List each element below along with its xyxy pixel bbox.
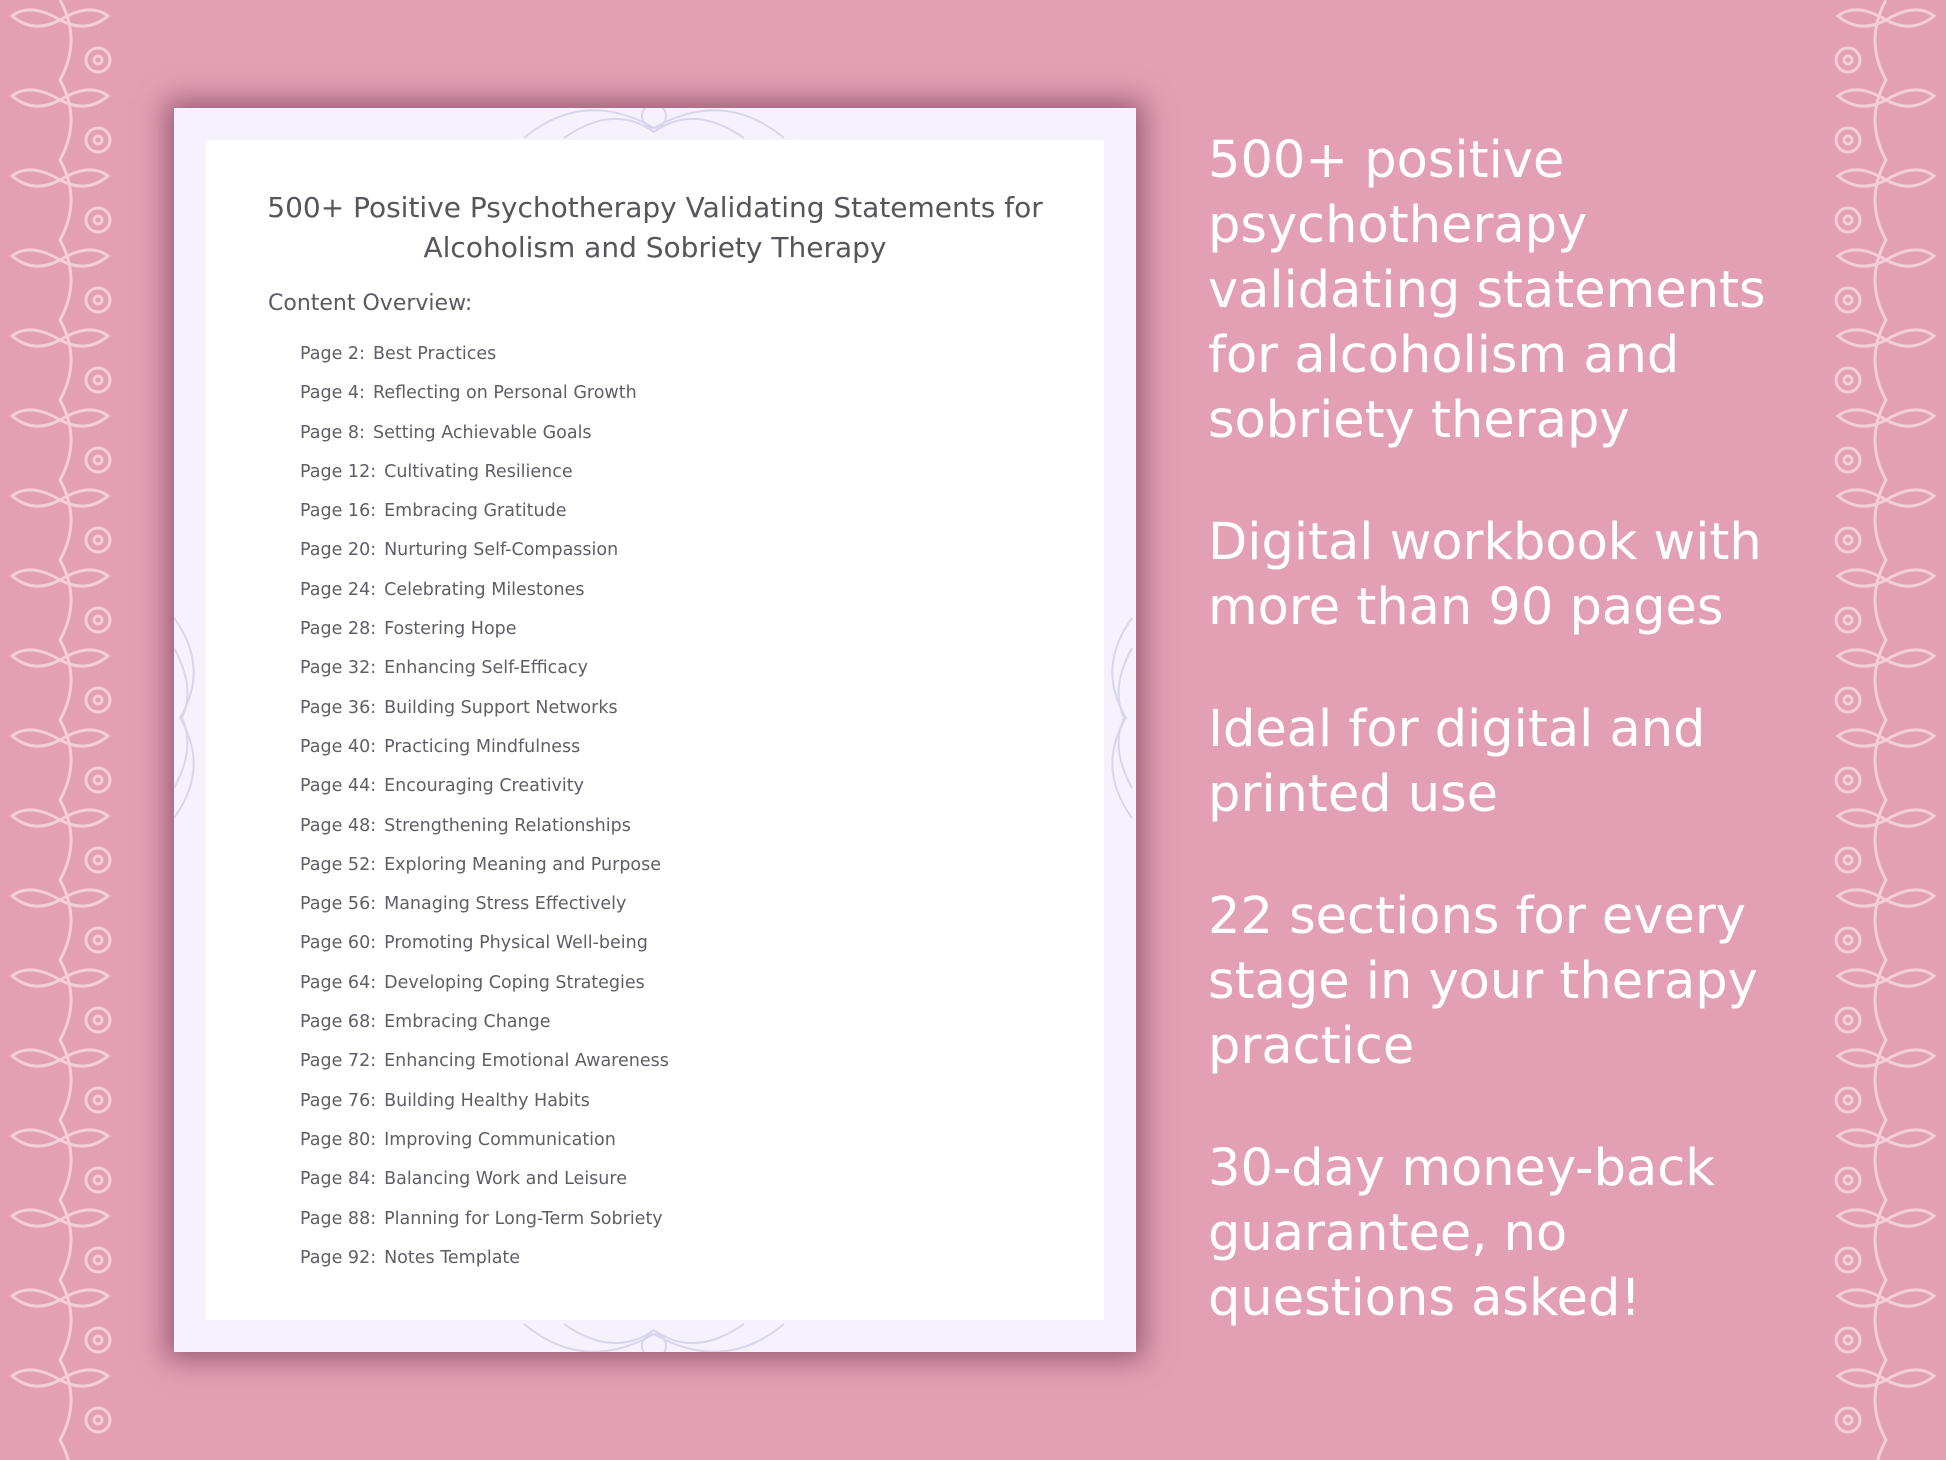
toc-page-number: Page 84: — [300, 1169, 377, 1190]
toc-item — [300, 851, 669, 890]
toc-item — [300, 615, 669, 654]
toc-section-title: Planning for Long-Term Sobriety — [384, 1208, 663, 1229]
toc-item — [300, 1008, 669, 1047]
toc-item — [300, 497, 669, 536]
mandala-top-icon — [504, 108, 804, 142]
selling-point — [1208, 697, 1908, 827]
toc-section-title: Managing Stress Effectively — [384, 894, 627, 915]
toc-section-title: Enhancing Emotional Awareness — [384, 1051, 669, 1072]
toc-page-number: Page 16: — [300, 501, 377, 522]
toc-item — [300, 1205, 669, 1244]
toc-section-title: Cultivating Resilience — [384, 461, 573, 482]
toc-page-number: Page 28: — [300, 619, 377, 640]
toc-item — [300, 694, 669, 733]
selling-point — [1208, 1136, 1908, 1331]
selling-point-line: guarantee, no — [1208, 1204, 1568, 1263]
selling-point-line: practice — [1208, 1017, 1415, 1076]
toc-section-title: Embracing Gratitude — [384, 501, 567, 522]
toc-item — [300, 536, 669, 575]
selling-point-line: stage in your therapy — [1208, 952, 1758, 1011]
toc-section-title: Building Healthy Habits — [384, 1090, 590, 1111]
toc-page-number: Page 92: — [300, 1247, 377, 1268]
toc-item — [300, 929, 669, 968]
toc-page-number: Page 76: — [300, 1090, 377, 1111]
selling-point — [1208, 128, 1908, 453]
toc-page-number: Page 20: — [300, 540, 377, 561]
selling-point-line: Ideal for digital and — [1208, 700, 1706, 759]
toc-section-title: Reflecting on Personal Growth — [372, 383, 637, 404]
toc-item — [300, 772, 669, 811]
toc-page-number: Page 56: — [300, 894, 377, 915]
toc-section-title: Encouraging Creativity — [384, 776, 584, 797]
toc-page-number: Page 60: — [300, 933, 377, 954]
toc-page-number: Page 12: — [300, 461, 377, 482]
mandala-bottom-icon — [504, 1320, 804, 1352]
document-title — [246, 188, 1064, 268]
toc-item — [300, 1244, 669, 1283]
selling-point-line: for alcoholism and — [1208, 326, 1680, 385]
toc-page-number: Page 44: — [300, 776, 377, 797]
document-preview — [174, 108, 1136, 1352]
toc-item — [300, 576, 669, 615]
toc-section-title: Celebrating Milestones — [384, 579, 585, 600]
toc-item — [300, 458, 669, 497]
content-overview-heading: Content Overview: — [268, 291, 473, 316]
mandala-left-icon — [174, 608, 206, 828]
selling-point-line: more than 90 pages — [1208, 578, 1724, 637]
selling-point-line: printed use — [1208, 765, 1499, 824]
toc-section-title: Balancing Work and Leisure — [384, 1169, 627, 1190]
selling-point-line: 22 sections for every — [1208, 887, 1746, 946]
toc-page-number: Page 4: — [300, 383, 365, 404]
toc-item — [300, 890, 669, 929]
toc-page-number: Page 64: — [300, 972, 377, 993]
toc-section-title: Improving Communication — [384, 1129, 616, 1150]
toc-item — [300, 812, 669, 851]
toc-section-title: Fostering Hope — [384, 619, 517, 640]
toc-section-title: Developing Coping Strategies — [384, 972, 645, 993]
toc-item — [300, 379, 669, 418]
selling-point-line: Digital workbook with — [1208, 513, 1762, 572]
toc-section-title: Best Practices — [372, 344, 497, 364]
toc-page-number: Page 2: — [300, 344, 365, 364]
toc-section-title: Nurturing Self-Compassion — [384, 540, 619, 561]
toc-item — [300, 1047, 669, 1086]
selling-point-line: 500+ positive — [1208, 131, 1565, 190]
toc-page-number: Page 68: — [300, 1012, 377, 1033]
toc-section-title: Practicing Mindfulness — [384, 736, 581, 757]
mandala-right-icon — [1100, 608, 1136, 828]
document-title-line-1: 500+ Positive Psychotherapy Validating Statements for — [267, 191, 1043, 224]
toc-section-title: Embracing Change — [384, 1012, 551, 1033]
toc-page-number: Page 24: — [300, 579, 377, 600]
toc-item — [300, 654, 669, 693]
toc-page-number: Page 48: — [300, 815, 377, 836]
toc-page-number: Page 40: — [300, 736, 377, 757]
selling-point — [1208, 884, 1908, 1079]
toc-section-title: Building Support Networks — [384, 697, 618, 718]
toc-page-number: Page 36: — [300, 697, 377, 718]
toc-section-title: Notes Template — [384, 1247, 521, 1268]
toc-section-title: Promoting Physical Well-being — [384, 933, 648, 954]
selling-point — [1208, 510, 1908, 640]
toc-page-number: Page 52: — [300, 854, 377, 875]
toc-item — [300, 1126, 669, 1165]
toc-section-title: Strengthening Relationships — [384, 815, 631, 836]
selling-points — [1208, 128, 1908, 1388]
toc-page-number: Page 32: — [300, 658, 377, 679]
toc-page-number: Page 72: — [300, 1051, 377, 1072]
selling-point-line: 30-day money-back — [1208, 1139, 1715, 1198]
selling-point-line: questions asked! — [1208, 1269, 1641, 1328]
toc-section-title: Exploring Meaning and Purpose — [384, 854, 662, 875]
toc-item — [300, 419, 669, 458]
document-page — [206, 140, 1104, 1320]
selling-point-line: validating statements — [1208, 261, 1766, 320]
toc-page-number: Page 8: — [300, 422, 365, 443]
table-of-contents — [300, 340, 669, 1283]
document-title-line-2: Alcoholism and Sobriety Therapy — [423, 231, 887, 264]
toc-item — [300, 733, 669, 772]
toc-section-title: Enhancing Self-Efficacy — [384, 658, 588, 679]
toc-item — [300, 1087, 669, 1126]
selling-point-line: sobriety therapy — [1208, 391, 1630, 450]
selling-point-line: psychotherapy — [1208, 196, 1588, 255]
floral-vine-left-icon — [0, 0, 140, 1460]
toc-section-title: Setting Achievable Goals — [372, 422, 592, 443]
toc-item — [300, 969, 669, 1008]
toc-page-number: Page 88: — [300, 1208, 377, 1229]
toc-item — [300, 340, 669, 379]
toc-page-number: Page 80: — [300, 1129, 377, 1150]
toc-item — [300, 1165, 669, 1204]
